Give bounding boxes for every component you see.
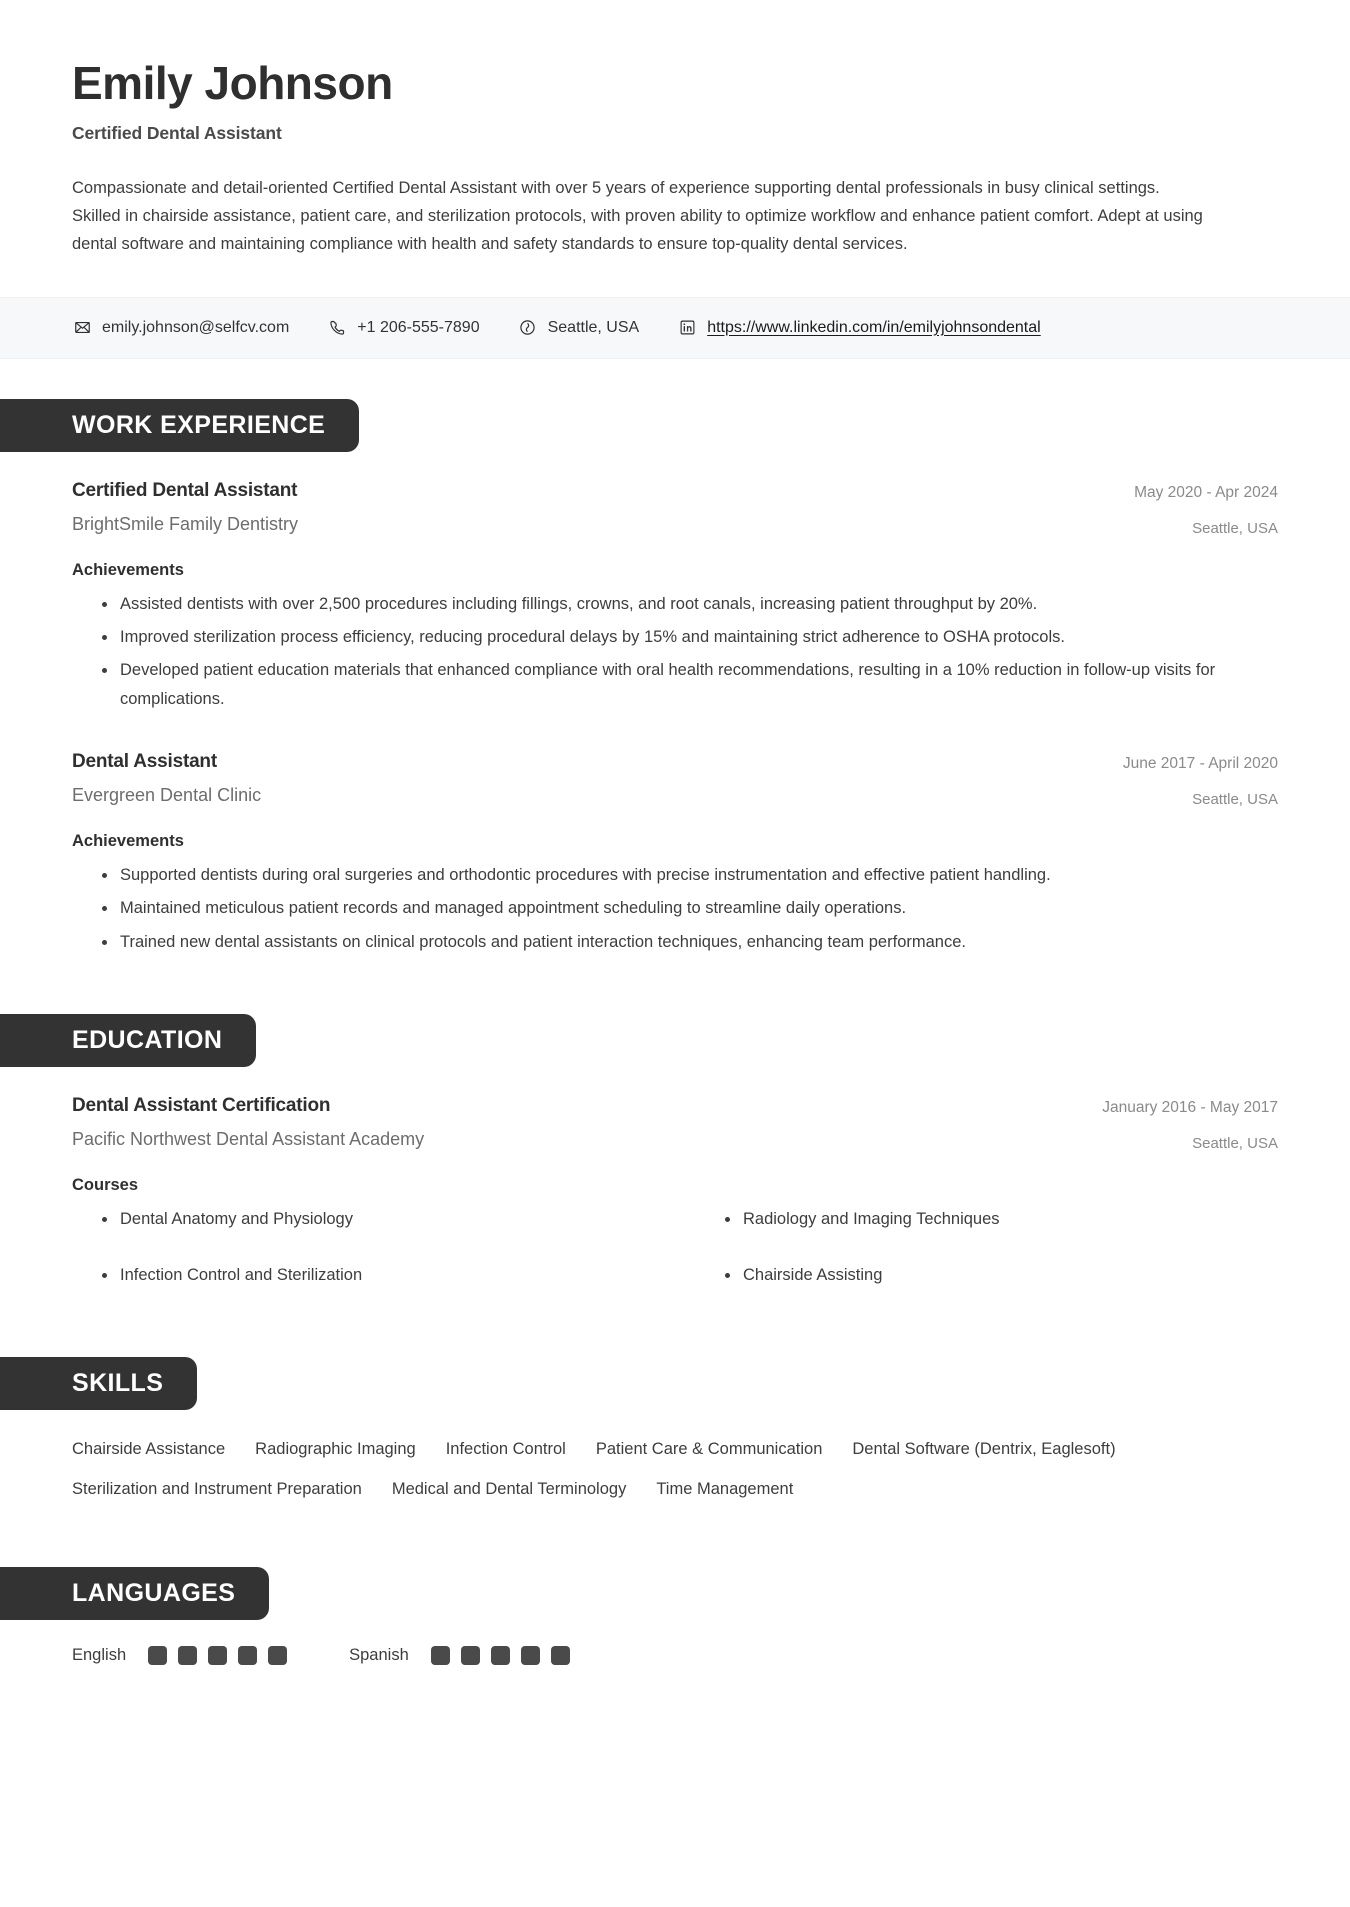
list-item: Chairside Assisting [695,1261,1278,1289]
work-entry-bullets [72,861,1278,956]
level-square [148,1646,167,1665]
work-entry-sublabel: Achievements [72,831,184,850]
work-entry-title: Certified Dental Assistant [72,479,298,501]
work-entry-location: Seattle, USA [1192,519,1278,537]
list-item: Improved sterilization process efficiency, reducing procedural delays by 15% and maintaining strict adherence to OSHA protocols. [102,623,1278,651]
work-entry-org: Evergreen Dental Clinic [72,784,262,805]
section-badge-skills: SKILLS [0,1357,197,1410]
skill-item: Patient Care & Communication [595,1440,823,1459]
work-entry-date: May 2020 - Apr 2024 [1134,483,1278,501]
work-entry-bullets [72,590,1278,714]
skill-item: Infection Control [445,1440,566,1459]
work-entry-title: Dental Assistant [72,751,217,773]
level-square [491,1646,510,1665]
level-square [238,1646,257,1665]
work-entry [0,749,1350,956]
candidate-name: Emily Johnson [72,57,393,109]
skill-item: Time Management [656,1479,794,1498]
contact-linkedin-link[interactable]: https://www.linkedin.com/in/emilyjohnsondental [707,318,1041,336]
contact-email-text: emily.johnson@selfcv.com [102,318,290,336]
work-entry [0,478,1350,713]
education-entry-date: January 2016 - May 2017 [1102,1099,1278,1117]
level-square [208,1646,227,1665]
level-square [551,1646,570,1665]
work-entry-left [72,478,1110,536]
education-entry-org: Pacific Northwest Dental Assistant Academy [72,1128,425,1149]
work-entry-left [72,749,1099,807]
language-item [349,1646,570,1665]
skill-item: Radiographic Imaging [255,1440,416,1459]
work-entry-org: BrightSmile Family Dentistry [72,513,299,534]
education-entry-sublabel: Courses [72,1175,139,1194]
contact-bar [0,297,1350,359]
list-item: Maintained meticulous patient records and managed appointment scheduling to streamline daily operations. [102,894,1278,922]
location-pin-icon [518,318,538,338]
list-item: Developed patient education materials that enhanced compliance with oral health recommendations, resulting in a 10% reduction in follow-up visits for complications. [102,656,1278,713]
section-badge-education: EDUCATION [0,1014,256,1067]
list-item: Supported dentists during oral surgeries and orthodontic procedures with precise instrumentation and effective patient handling. [102,861,1278,889]
courses-grid [72,1205,1278,1317]
language-level-meter [148,1646,287,1665]
education-entry [0,1093,1350,1317]
education-entry-left [72,1093,1078,1151]
skills-badge-row [0,1357,1350,1410]
education-badge-row [0,1014,1350,1067]
list-item: Infection Control and Sterilization [72,1261,655,1289]
level-square [521,1646,540,1665]
section-skills [0,1357,1350,1515]
education-entry-title: Dental Assistant Certification [72,1095,331,1117]
list-item: Assisted dentists with over 2,500 procedures including fillings, crowns, and root canals, increasing patient throughput by 20%. [102,590,1278,618]
languages-badge-row [0,1567,1350,1620]
envelope-icon [72,318,92,338]
skill-item: Medical and Dental Terminology [391,1479,627,1498]
education-entry-location: Seattle, USA [1192,1134,1278,1152]
language-name: English [72,1646,127,1665]
language-level-meter [431,1646,570,1665]
contact-phone[interactable] [327,318,479,338]
work-entry-head [72,749,1278,810]
languages-list [0,1646,1350,1665]
work-entry-date: June 2017 - April 2020 [1122,755,1278,773]
contact-linkedin[interactable] [677,318,1041,338]
work-entry-head [72,478,1278,539]
work-badge-row [0,399,1350,452]
section-languages [0,1567,1350,1665]
section-education [0,1014,1350,1317]
section-badge-work: WORK EXPERIENCE [0,399,359,452]
level-square [268,1646,287,1665]
resume-header [0,0,1350,259]
skill-item: Chairside Assistance [72,1440,226,1459]
language-item [72,1646,287,1665]
candidate-job-title: Certified Dental Assistant [72,122,282,143]
language-name: Spanish [349,1646,409,1665]
skill-item: Dental Software (Dentrix, Eaglesoft) [852,1440,1116,1459]
skills-list [0,1436,1350,1515]
level-square [178,1646,197,1665]
professional-summary: Compassionate and detail-oriented Certified Dental Assistant with over 5 years of experience supporting dental professionals in busy clinical settings. Skilled in chairside assistance, patient care, and sterilization protocols, with proven ability to optimize workflow and enhance patient comfort. Adept at using dental software and maintaining compliance with health and safety standards to ensure top-quality dental services. [72,178,1203,254]
work-entry-right [1123,749,1278,810]
list-item: Dental Anatomy and Physiology [72,1205,655,1233]
work-entry-right [1134,478,1278,539]
contact-location-text: Seattle, USA [547,318,640,336]
work-entry-sublabel: Achievements [72,560,184,579]
section-work-experience [0,399,1350,956]
level-square [431,1646,450,1665]
list-item: Radiology and Imaging Techniques [695,1205,1278,1233]
education-entry-head [72,1093,1278,1154]
education-entry-right [1102,1093,1278,1154]
list-item: Trained new dental assistants on clinical protocols and patient interaction techniques, enhancing team performance. [102,928,1278,956]
contact-email[interactable] [72,318,289,338]
work-entry-location: Seattle, USA [1192,790,1278,808]
phone-icon [327,318,347,338]
section-badge-languages: LANGUAGES [0,1567,269,1620]
contact-phone-text: +1 206-555-7890 [357,318,480,336]
contact-location [518,318,640,338]
linkedin-icon [677,318,697,338]
skill-item: Sterilization and Instrument Preparation [72,1479,362,1498]
level-square [461,1646,480,1665]
